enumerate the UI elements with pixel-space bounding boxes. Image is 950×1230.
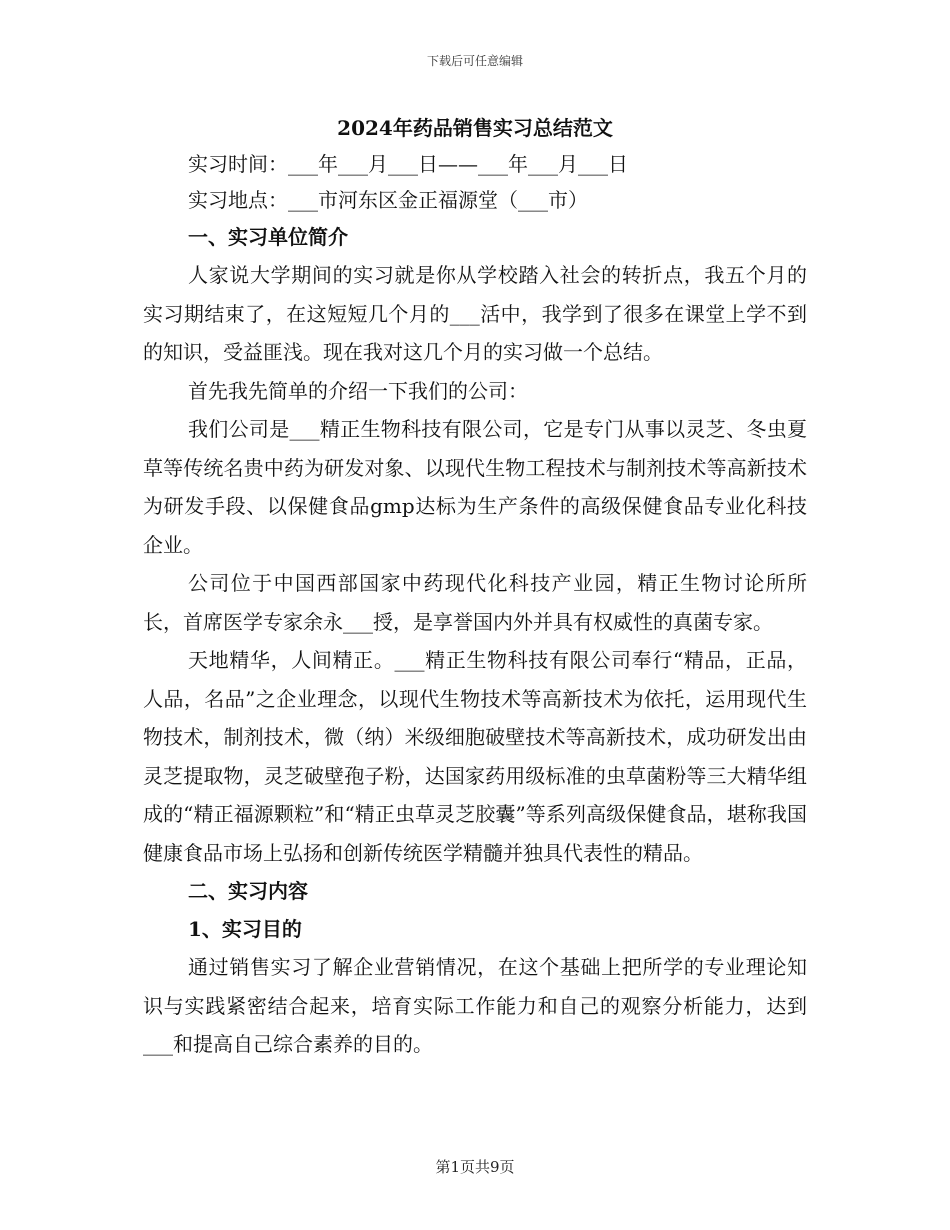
paragraph-company-lead: 首先我先简单的介绍一下我们的公司： xyxy=(188,378,528,403)
paragraph-purpose: 通过销售实习了解企业营销情况，在这个基础上把所学的专业理论知识与实践紧密结合起来，培育实际工作能力和自己的观察分析能力，达到___和提高自己综合素养的目的。 xyxy=(143,955,807,1056)
document-title: 2024年药品销售实习总结范文 xyxy=(337,116,613,140)
paragraph-company-philosophy: 天地精华，人间精正。___精正生物科技有限公司奉行“精品，正品，人品，名品”之企业理念，以现代生物技术等高新技术为依托，运用现代生物技术，制剂技术，微（纳）米级细胞破壁技术等高新技术，成功研发出由灵芝提取物，灵芝破壁孢子粉，达国家药用级标准的虫草菌粉等三大精华组成的“精正福源颗粒”和“精正虫草灵芝胶囊”等系列高级保健食品，堪称我国健康食品市场上弘扬和创新传统医学精髓并独具代表性的精品。 xyxy=(143,648,807,865)
section-heading-company: 一、实习单位简介 xyxy=(188,225,348,249)
subsection-heading-purpose: 1、实习目的 xyxy=(188,917,302,941)
document-body xyxy=(143,110,807,1064)
internship-time-line: 实习时间：___年___月___日——___年___月___日 xyxy=(188,152,628,176)
paragraph-company-location: 公司位于中国西部国家中药现代化科技产业园，精正生物讨论所所长，首席医学专家余永___授，是享誉国内外并具有权威性的真菌专家。 xyxy=(143,571,807,634)
header-note: 下载后可任意编辑 xyxy=(426,54,523,68)
paragraph-company-desc: 我们公司是___精正生物科技有限公司，它是专门从事以灵芝、冬虫夏草等传统名贵中药为研发对象、以现代生物工程技术与制剂技术等高新技术为研发手段、以保健食品gmp达标为生产条件的高级保健食品专业化科技企业。 xyxy=(143,417,807,557)
internship-place-line: 实习地点：___市河东区金正福源堂（___市） xyxy=(188,188,588,212)
paragraph-intro: 人家说大学期间的实习就是你从学校踏入社会的转折点，我五个月的实习期结束了，在这短短几个月的___活中，我学到了很多在课堂上学不到的知识，受益匪浅。现在我对这几个月的实习做一个总结。 xyxy=(143,263,807,364)
section-heading-content: 二、实习内容 xyxy=(188,879,308,903)
page-number-footer: 第1页共9页 xyxy=(435,1158,515,1176)
